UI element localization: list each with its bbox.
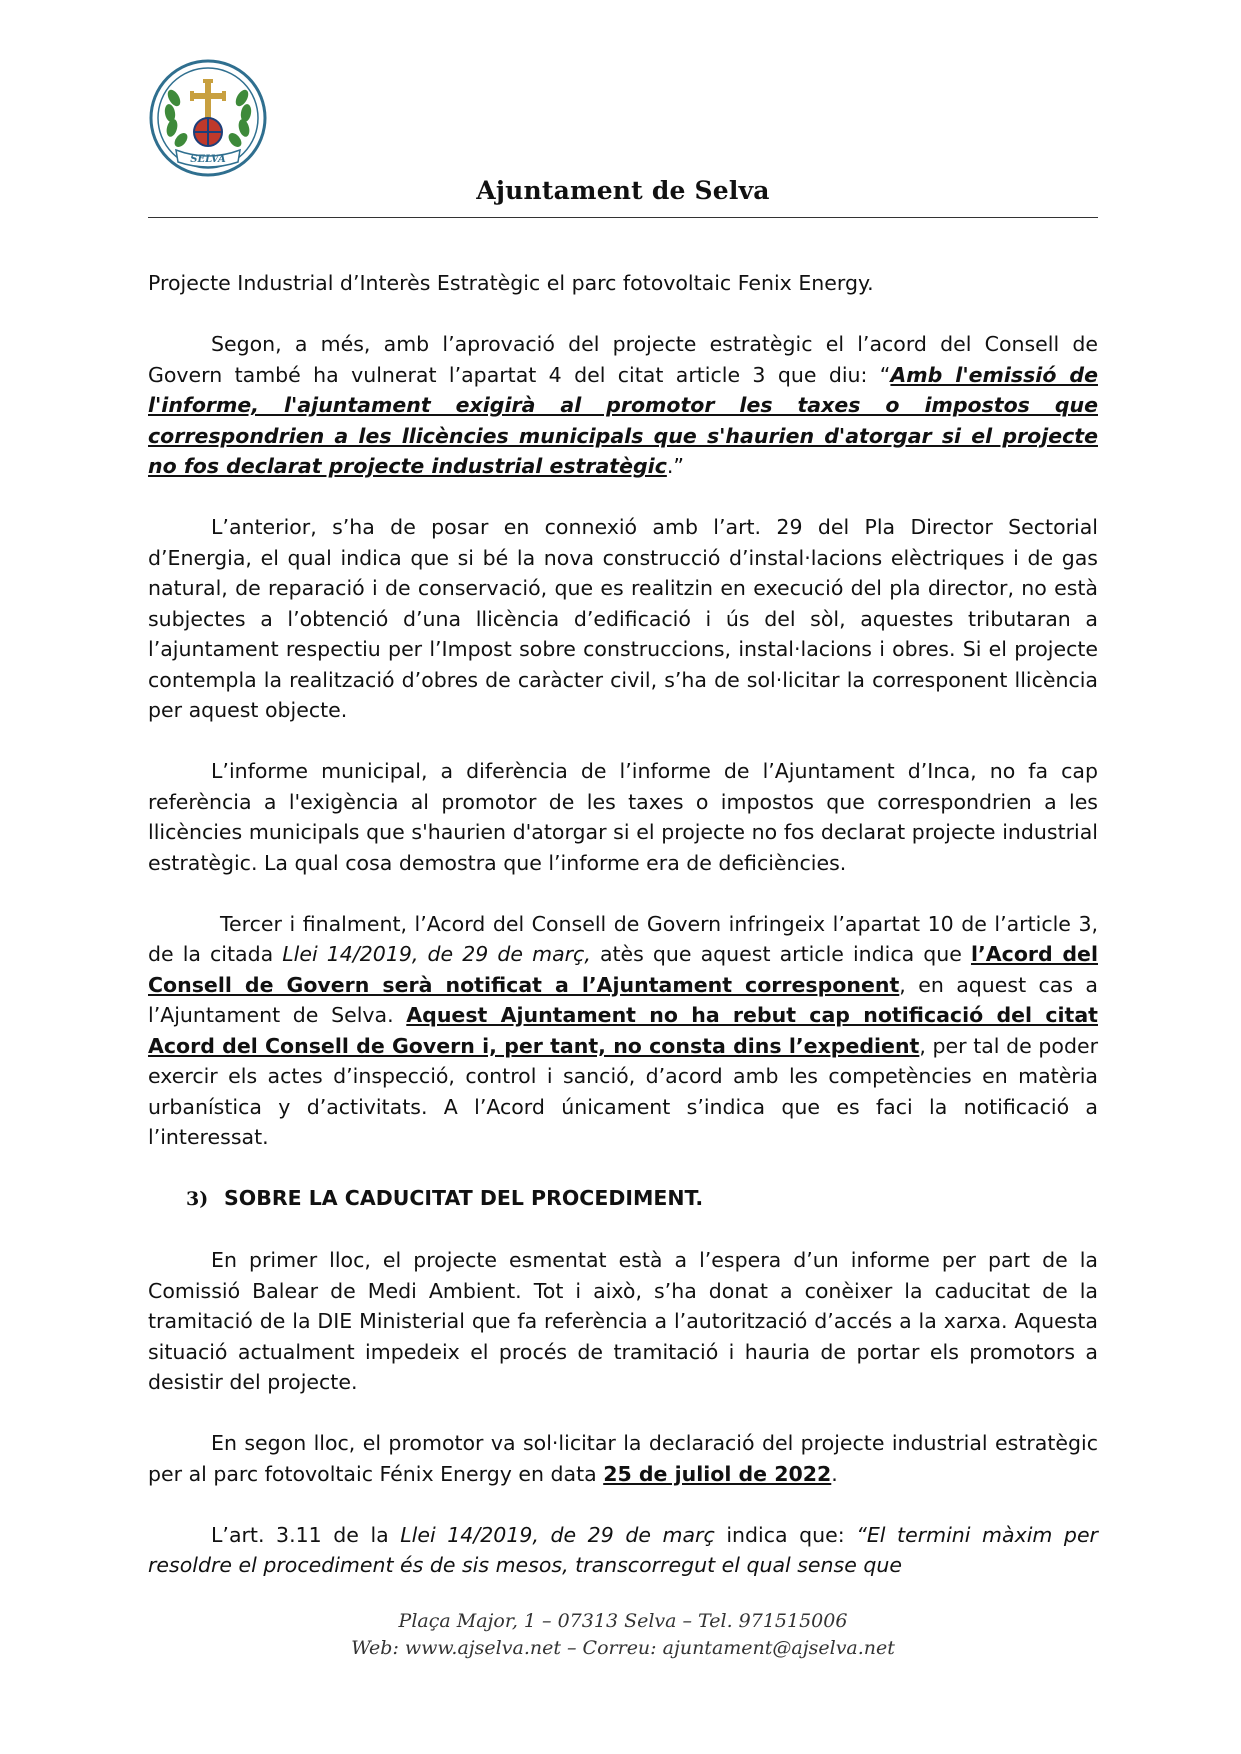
paragraph-6: En primer lloc, el projecte esmentat està a l’espera d’un informe per part de la Comissió Balear de Medi Ambient. Tot i això, s’ha donat a conèixer la caducitat de la tramitació de la DIE Ministerial que fa referència a l’autorització d’accés a la xarxa. Aquesta situació actualment impedeix el procés de tramitació i hauria de portar els promotors a desistir del projecte. [148,1248,1098,1394]
p2-end: .” [666,454,684,478]
header-divider [148,217,1098,218]
p7-date: 25 de juliol de 2022 [603,1461,832,1486]
p5-text-c: atès que aquest article indica que [590,942,971,966]
paragraph-7 [148,1428,1098,1489]
p5-emphasis-2: Aquest Ajuntament no ha rebut cap notificació del citat Acord del Consell de Govern i, per tant, no consta dins l’expedient [148,1003,1098,1058]
page-title: Ajuntament de Selva [476,176,770,205]
section-heading [148,1183,1098,1215]
paragraph-2 [148,329,1098,482]
p5-law-ref: Llei 14/2019, de 29 de març, [282,942,591,966]
p2-quote: Amb l'emissió de l'informe, l'ajuntament exigirà al promotor les taxes o impostos que correspondrien a les llicències municipals que s'haurien d'atorgar si el projecte no fos declarat projecte industrial estratègic [148,362,1098,478]
selva-coat-of-arms-icon [148,58,268,178]
document-body [148,268,1098,1611]
section-number: 3) [186,1188,209,1210]
p5-emphasis-1: l’Acord del Consell de Govern serà notificat a l’Ajuntament corresponent [148,942,1098,997]
paragraph-5 [148,909,1098,1153]
p5-text-a: Tercer i finalment, l’Acord del Consell de Govern infringeix l’apartat 10 de l’article 3, de la citada [148,911,1098,966]
p8-law-ref: Llei 14/2019, de 29 de març [400,1522,715,1547]
p8-quote: “El termini màxim per resoldre el procediment és de sis mesos, transcorregut el qual sense que [148,1522,1098,1577]
p8-text-c: indica que: [714,1522,857,1547]
p5-text-e: , en aquest cas a l’Ajuntament de Selva. [148,972,1098,1027]
p7-text: En segon lloc, el promotor va sol·licitar la declaració del projecte industrial estratègic per al parc fotovoltaic Fénix Energy en data [148,1431,1098,1486]
p7-end: . [831,1461,838,1486]
paragraph-4: L’informe municipal, a diferència de l’informe de l’Ajuntament d’Inca, no fa cap referència a l'exigència al promotor de les taxes o impostos que correspondrien a les llicències municipals que s'haurien d'atorgar si el projecte no fos declarat projecte industrial estratègic. La qual cosa demostra que l’informe era de deficiències. [148,759,1098,875]
p2-text: Segon, a més, amb l’aprovació del projecte estratègic el l’acord del Consell de Govern també ha vulnerat l’apartat 4 del citat article 3 que diu: “ [148,332,1098,387]
section-title: SOBRE LA CADUCITAT DEL PROCEDIMENT. [224,1186,704,1210]
page-footer [148,1608,1098,1662]
paragraph-8 [148,1520,1098,1581]
p8-text-a: L’art. 3.11 de la [211,1522,401,1547]
paragraph-1: Projecte Industrial d’Interès Estratègic el parc fotovoltaic Fenix Energy. [148,271,874,295]
logo-text: SELVA [190,154,226,165]
paragraph-3: L’anterior, s’ha de posar en connexió amb l’art. 29 del Pla Director Sectorial d’Energia, el qual indica que si bé la nova construcció d’instal·lacions elèctriques i de gas natural, de reparació i de conservació, que es realitzin en execució del pla director, no està subjectes a l’obtenció d’una llicència d’edificació i ús del sòl, aquestes tributaran a l’ajuntament respectiu per l’Impost sobre construccions, instal·lacions i obres. Si el projecte contempla la realització d’obres de caràcter civil, s’ha de sol·licitar la corresponent llicència per aquest objecte. [148,515,1098,722]
footer-address: Plaça Major, 1 – 07313 Selva – Tel. 971515006 [398,1610,848,1632]
p5-text-g: , per tal de poder exercir els actes d’inspecció, control i sanció, d’acord amb les competències en matèria urbanística y d’activitats. A l’Acord únicament s’indica que es faci la notificació a l’interessat. [148,1033,1098,1149]
municipal-logo [148,58,268,178]
footer-contact: Web: www.ajselva.net – Correu: ajuntament@ajselva.net [351,1637,895,1659]
